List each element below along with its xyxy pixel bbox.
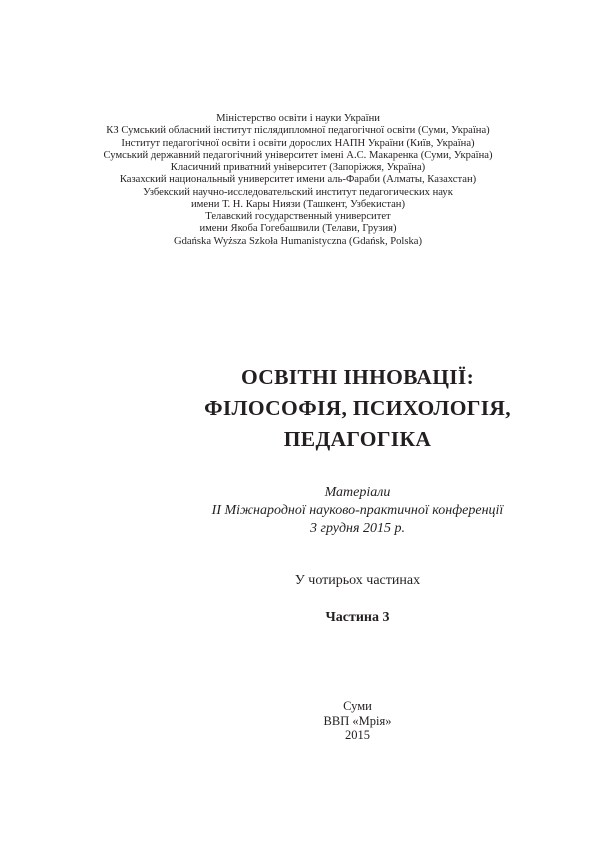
conference-date: 3 грудня 2015 р. [310,521,405,536]
institution-line: имени Якоба Гогебашвили (Телави, Грузия) [199,223,397,235]
conference-materials [60,484,595,538]
book-title-line-2: ФІЛОСОФІЯ, ПСИХОЛОГІЯ, [204,396,511,420]
institution-line: Казахский национальный университет имени аль-Фараби (Алматы, Казахстан) [119,174,477,186]
institution-line: Сумський державний педагогічний університет імені А.С. Макаренка (Суми, Україна) [103,149,493,161]
imprint-publisher: ВВП «Мрія» [323,713,392,728]
imprint [60,699,595,743]
institution-line: Інститут педагогічної освіти і освіти дорослих НАПН України (Київ, Україна) [121,137,475,149]
imprint-year: 2015 [345,728,370,742]
institution-line: КЗ Сумський обласний інститут післядипломної педагогічної освіти (Суми, Україна) [106,125,490,137]
parts-note: У чотирьох частинах [294,573,421,588]
book-title-line-1: ОСВІТНІ ІННОВАЦІЇ: [240,365,475,389]
institution-line: Класичний приватний університет (Запоріжжя, Україна) [170,162,426,173]
institution-line: Телавский государственный университет [205,211,391,222]
part-number: Частина 3 [325,610,390,625]
materials-label: Матеріали [324,485,391,500]
book-title [60,362,595,455]
institution-line: Узбекский научно-исследовательский институт педагогических наук [143,186,453,198]
institutions-list [0,113,595,248]
imprint-city: Суми [343,699,372,713]
institution-line: имени Т. Н. Кары Ниязи (Ташкент, Узбекистан) [191,198,405,210]
conference-name: ІІ Міжнародної науково-практичної конференції [211,503,504,518]
institution-line: Gdańska Wyższa Szkoła Humanistyczna (Gdańsk, Polska) [173,235,423,247]
book-title-line-3: ПЕДАГОГІКА [283,427,432,451]
institution-line: Міністерство освіти і науки України [216,113,380,124]
